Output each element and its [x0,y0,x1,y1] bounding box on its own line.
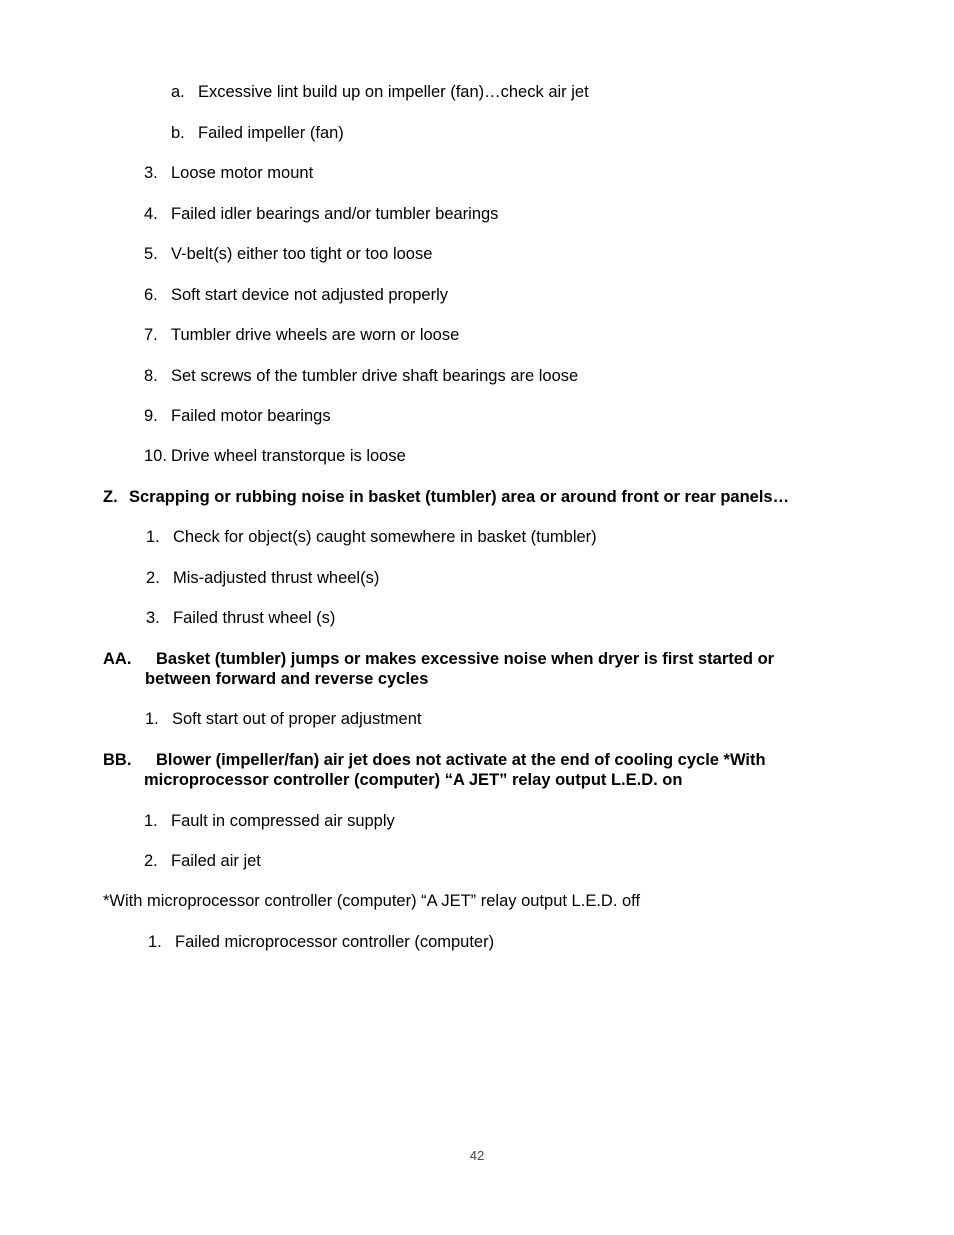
list-text: Mis-adjusted thrust wheel(s) [173,569,380,587]
note-text: *With microprocessor controller (computer) “A JET” relay output L.E.D. off [103,892,641,910]
list-text: Tumbler drive wheels are worn or loose [171,326,460,344]
list-text: Drive wheel transtorque is loose [171,447,406,465]
list-text: Loose motor mount [171,164,314,182]
section-marker: BB. [103,751,132,769]
list-text: Set screws of the tumbler drive shaft bearings are loose [171,367,579,385]
section-title-line1: Blower (impeller/fan) air jet does not activate at the end of cooling cycle *With [156,751,766,769]
list-text: Failed impeller (fan) [198,124,344,142]
list-marker: 1. [148,933,162,951]
list-text: Fault in compressed air supply [171,812,395,830]
list-marker: 8. [144,367,158,385]
list-text: V-belt(s) either too tight or too loose [171,245,433,263]
list-marker: 3. [146,609,160,627]
list-marker: 6. [144,286,158,304]
section-title-line2: microprocessor controller (computer) “A JET” relay output L.E.D. on [144,771,683,789]
list-marker: 1. [145,710,159,728]
list-text: Excessive lint build up on impeller (fan)…check air jet [198,83,589,101]
list-marker: 1. [146,528,160,546]
section-title-line2: between forward and reverse cycles [145,670,429,688]
list-marker: 3. [144,164,158,182]
list-text: Failed microprocessor controller (computer) [175,933,495,951]
section-marker: Z. [103,488,118,506]
section-title-line1: Basket (tumbler) jumps or makes excessive noise when dryer is first started or [156,650,775,668]
list-marker: 7. [144,326,158,344]
list-text: Check for object(s) caught somewhere in basket (tumbler) [173,528,597,546]
list-text: Failed idler bearings and/or tumbler bearings [171,205,499,223]
list-marker: 1. [144,812,158,830]
list-marker: 2. [144,852,158,870]
section-marker: AA. [103,650,132,668]
list-marker: a. [171,83,185,101]
list-text: Soft start device not adjusted properly [171,286,448,304]
list-text: Soft start out of proper adjustment [172,710,422,728]
list-text: Failed air jet [171,852,261,870]
list-marker: b. [171,124,185,142]
list-marker: 2. [146,569,160,587]
list-text: Failed thrust wheel (s) [173,609,336,627]
list-marker: 4. [144,205,158,223]
list-text: Failed motor bearings [171,407,331,425]
list-marker: 10. [144,447,167,465]
page-number: 42 [469,1148,485,1163]
section-title: Scrapping or rubbing noise in basket (tumbler) area or around front or rear panels… [129,488,790,506]
list-marker: 9. [144,407,158,425]
list-marker: 5. [144,245,158,263]
